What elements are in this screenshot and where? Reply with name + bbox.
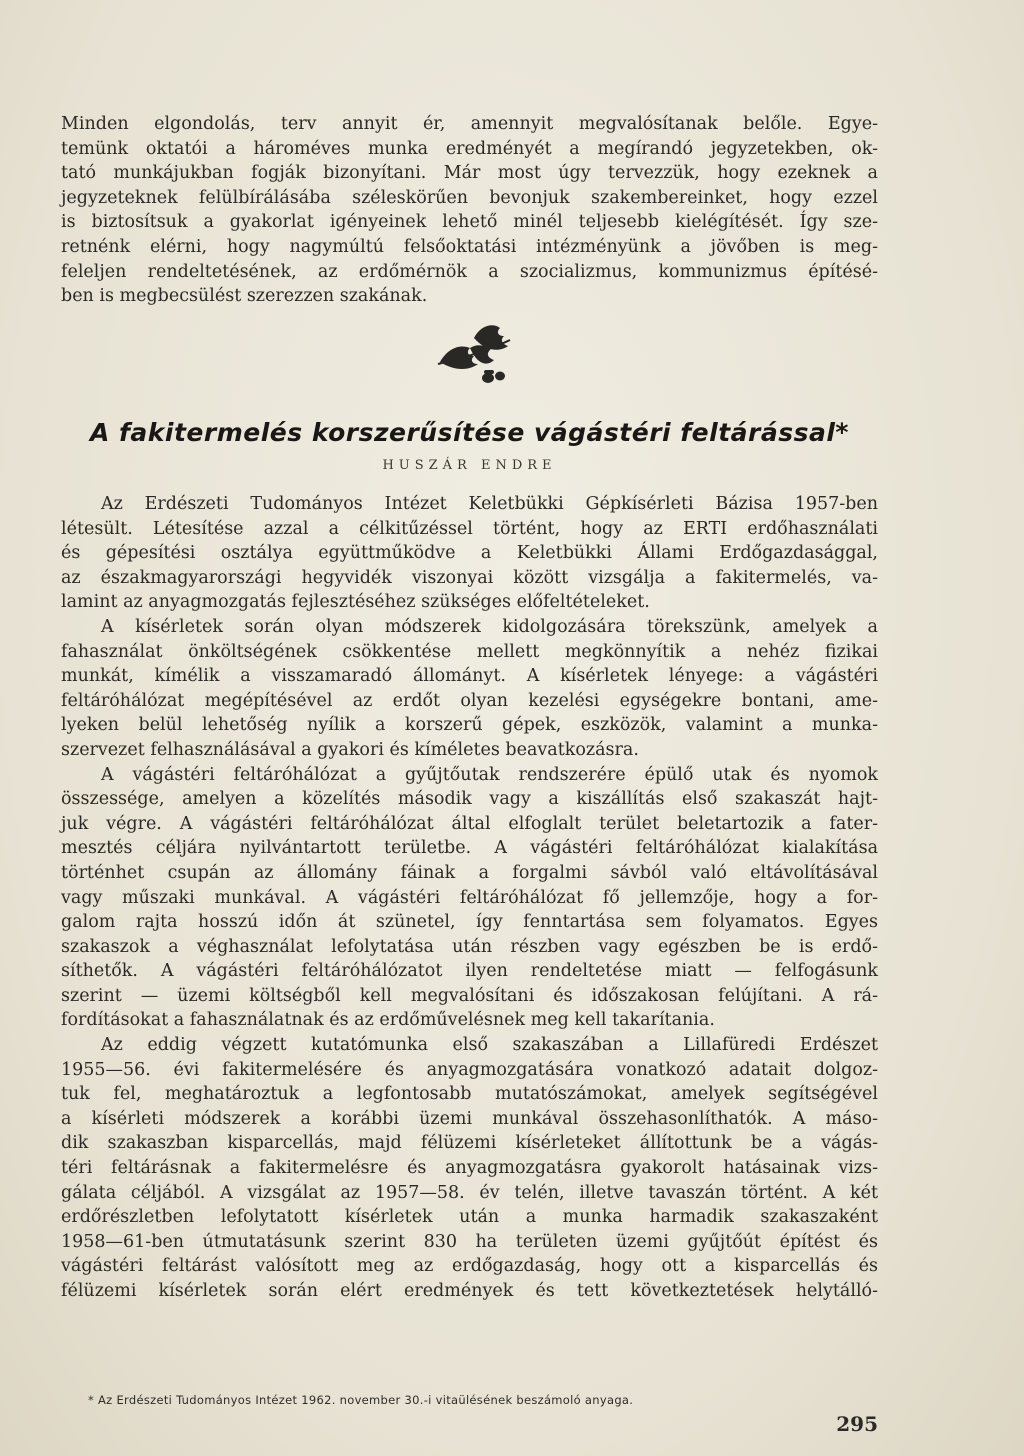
text-line: temünk oktatói a hároméves munka eredményét a megírandó jegyzetekben, ok- (61, 138, 878, 159)
text-line: vágástéri feltárást valósított meg az erdőgazdaság, hogy ott a kisparcellás és (61, 1256, 878, 1277)
text-line: tuk fel, meghatároztuk a legfontosabb mutatószámokat, amelyek segítségével (61, 1084, 878, 1105)
text-line: A kísérletek során olyan módszerek kidolgozására törekszünk, amelyek a (101, 616, 878, 637)
article-body (61, 492, 878, 1304)
text-line: 1958—61-ben útmutatásunk szerint 830 ha területen üzemi gyűjtőút építést és (61, 1231, 878, 1252)
text-line: A vágástéri feltáróhálózat a gyűjtőutak rendszerére épülő utak és nyomok (101, 764, 878, 785)
text-line: jegyzeteknek felülbírálásába széleskörűen bevonjuk szakembereinket, hogy ezzel (61, 187, 878, 208)
text-line: is biztosítsuk a gyakorlat igényeinek lehető minél teljesebb kielégítését. Így sze- (61, 212, 878, 233)
text-line: retnénk elérni, hogy nagymúltú felsőoktatási intézményünk a jövőben is meg- (61, 236, 878, 257)
text-line: az északmagyarországi hegyvidék viszonyai között vizsgálja a fakitermelés, va- (61, 567, 878, 588)
text-line: Minden elgondolás, terv annyit ér, amennyit megvalósítanak belőle. Egye- (61, 114, 878, 134)
text-line: lamint az anyagmozgatás fejlesztéséhez szükséges előfeltételeket. (61, 592, 650, 613)
text-line: síthetők. A vágástéri feltáróhálózatot ilyen rendeltetése miatt — felfogásunk (61, 961, 878, 982)
text-line: szerint — üzemi költségből kell megvalósítani és időszakosan felújítani. A rá- (61, 985, 878, 1006)
text-line: a kísérleti módszerek a korábbi üzemi munkával összehasonlíthatók. A máso- (61, 1108, 878, 1129)
footnote: * Az Erdészeti Tudományos Intézet 1962. november 30.-i vitaülésének beszámoló anyaga. (88, 1393, 634, 1407)
text-line: tató munkájukban fogják bizonyítani. Már most úgy tervezzük, hogy ezeknek a (61, 163, 878, 184)
text-line: összessége, amelyen a közelítés második vagy a kiszállítás első szakaszát hajt- (61, 789, 878, 810)
text-line: lyeken belül lehetőség nyílik a korszerű gépek, eszközök, valamint a munka- (61, 715, 878, 736)
text-line: szervezet felhasználásával a gyakori és kíméletes beavatkozásra. (61, 739, 639, 760)
text-line: Az eddig végzett kutatómunka első szakaszában a Lillafüredi Erdészet (101, 1035, 878, 1056)
text-line: 1955—56. évi fakitermelésére és anyagmozgatására vonatkozó adatait dolgoz- (61, 1059, 878, 1080)
text-line: galom rajta hosszú időn át szünetel, így fenntartása sem folyamatos. Egyes (61, 912, 878, 933)
text-line: és gépesítési osztálya együttműködve a Keletbükki Állami Erdőgazdasággal, (61, 543, 878, 564)
intro-paragraph (61, 112, 878, 309)
text-line: dik szakaszban kisparcellás, majd félüzemi kísérleteket állítottunk be a vágás- (61, 1133, 878, 1154)
text-line: vagy műszaki munkával. A vágástéri feltáróhálózat fő jellemzője, hogy a for- (61, 887, 878, 908)
text-line: gálata céljából. A vizsgálat az 1957—58. év telén, illetve tavaszán történt. A két (61, 1182, 878, 1203)
text-line: feleljen rendeltetésének, az erdőmérnök a szocializmus, kommunizmus építésé- (61, 261, 878, 282)
article-title: A fakitermelés korszerűsítése vágástéri feltárással* (89, 418, 849, 447)
text-line: ben is megbecsülést szerezzen szakának. (61, 286, 428, 307)
text-line: történhet csupán az állomány fáinak a forgalmi sávból való eltávolításával (61, 862, 878, 883)
text-line: fahasználat önköltségének csökkentése mellett megkönnyítik a nehéz fizikai (61, 641, 878, 662)
text-line: félüzemi kísérletek során elért eredmények és tett következtetések helytálló- (61, 1281, 878, 1301)
text-line: szakaszok a véghasználat lefolytatása után részben vagy egészben be is erdő- (61, 936, 878, 957)
oak-leaf-ornament-icon (430, 318, 520, 390)
text-line: létesült. Létesítése azzal a célkitűzéssel történt, hogy az ERTI erdőhasználati (61, 518, 878, 539)
text-line: téri feltárásnak a fakitermelésre és anyagmozgatásra gyakorolt hatásainak vizs- (61, 1158, 878, 1179)
article-author: HUSZÁR ENDRE (382, 458, 557, 473)
text-line: fordításokat a fahasználatnak és az erdőművelésnek meg kell takarítania. (61, 1010, 715, 1031)
text-line: juk végre. A vágástéri feltáróhálózat által elfoglalt terület beletartozik a fater- (61, 813, 878, 834)
text-line: munkát, kímélik a visszamaradó állományt. A kísérletek lényege: a vágástéri (61, 666, 878, 687)
page-number: 295 (836, 1412, 878, 1436)
text-line: feltáróhálózat megépítésével az erdőt olyan kezelési egységekre bontani, ame- (61, 690, 878, 711)
text-line: erdőrészletben lefolytatott kísérletek után a munka harmadik szakaszaként (61, 1207, 878, 1228)
text-line: mesztés céljára nyilvántartott területbe. A vágástéri feltáróhálózat kialakítása (61, 838, 878, 859)
text-line: Az Erdészeti Tudományos Intézet Keletbükki Gépkísérleti Bázisa 1957-ben (101, 494, 878, 514)
